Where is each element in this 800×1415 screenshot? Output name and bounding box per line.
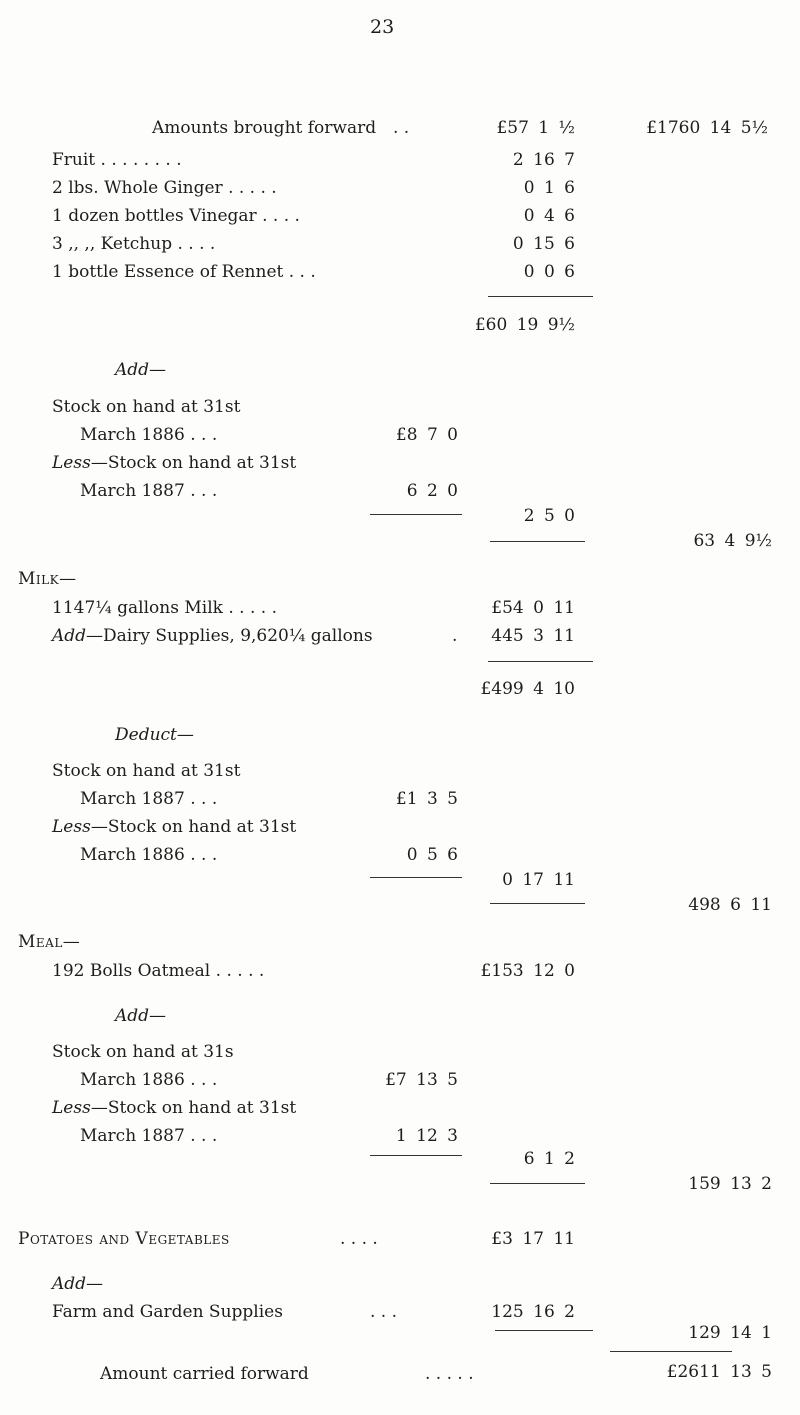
rule: [490, 1183, 585, 1184]
stock-date: March 1886 . . .: [80, 425, 218, 445]
less-date: March 1887 . . .: [80, 481, 218, 501]
milk-heading: Milk—: [18, 569, 77, 589]
less-date: March 1887 . . .: [80, 1126, 218, 1146]
less-date: March 1886 . . .: [80, 845, 218, 865]
add-heading: Add—: [52, 1274, 104, 1294]
less-label: Less: [52, 453, 91, 473]
milk-line: 1147¼ gallons Milk . . . . .: [52, 598, 277, 618]
less-value: 1 12 3: [395, 1126, 458, 1146]
ketchup-item-amount: 0 15 6: [512, 234, 575, 254]
stock-line: Stock on hand at 31s: [52, 1042, 234, 1062]
fruit-adjustment: 2 5 0: [523, 506, 575, 526]
less-text: —Stock on hand at 31st: [90, 1098, 297, 1118]
rule: [370, 877, 462, 878]
carried-forward-label: Amount carried forward: [100, 1364, 309, 1384]
rule: [370, 514, 462, 515]
dairy-amount: 445 3 11: [491, 626, 575, 646]
less-label: Less: [52, 1098, 91, 1118]
oatmeal-line: 192 Bolls Oatmeal . . . . .: [52, 961, 265, 981]
farm-supplies-leader: . . .: [370, 1302, 398, 1322]
milk-subtotal: £499 4 10: [480, 679, 575, 699]
stock-date: March 1887 . . .: [80, 789, 218, 809]
rule: [490, 903, 585, 904]
potatoes-total: 129 14 1: [688, 1323, 772, 1343]
less-label: Less: [52, 817, 91, 837]
farm-supplies-label: Farm and Garden Supplies: [52, 1302, 283, 1322]
fruit-item-amount: 2 16 7: [512, 150, 575, 170]
rennet-item-amount: 0 0 6: [523, 262, 575, 282]
brought-forward-total: £1760 14 5½: [646, 118, 768, 138]
less-text: —Stock on hand at 31st: [90, 453, 297, 473]
dairy-supplies-label: —Dairy Supplies, 9,620¼ gallons: [86, 626, 373, 646]
rule: [488, 296, 593, 297]
carried-forward-leader: . . . . .: [425, 1364, 474, 1384]
add-label: Add: [52, 626, 87, 646]
stock-date: March 1886 . . .: [80, 1070, 218, 1090]
page-number: 23: [370, 16, 395, 38]
deduct-heading: Deduct—: [115, 725, 194, 745]
meal-heading: Meal—: [18, 932, 81, 952]
vinegar-item-amount: 0 4 6: [523, 206, 575, 226]
less-value: 0 5 6: [406, 845, 458, 865]
vinegar-item: 1 dozen bottles Vinegar . . . .: [52, 206, 300, 226]
milk-amount: £54 0 11: [491, 598, 575, 618]
brought-forward-leader: . .: [393, 118, 410, 138]
less-value: 6 2 0: [406, 481, 458, 501]
add-heading: Add—: [115, 360, 167, 380]
milk-total: 498 6 11: [688, 895, 772, 915]
fruit-subtotal: £60 19 9½: [474, 315, 575, 335]
potatoes-heading: Potatoes and Vegetables: [18, 1229, 230, 1249]
stock-value: £7 13 5: [385, 1070, 458, 1090]
ketchup-item: 3 ,, ,, Ketchup . . . .: [52, 234, 216, 254]
stock-line: Stock on hand at 31st: [52, 397, 241, 417]
rule: [488, 661, 593, 662]
potatoes-leader: . . . .: [340, 1229, 378, 1249]
stock-value: £1 3 5: [395, 789, 458, 809]
stock-line: Stock on hand at 31st: [52, 761, 241, 781]
rule: [495, 1330, 593, 1331]
milk-adjustment: 0 17 11: [502, 870, 575, 890]
stock-value: £8 7 0: [395, 425, 458, 445]
fruit-total: 63 4 9½: [693, 531, 772, 551]
oatmeal-amount: £153 12 0: [480, 961, 575, 981]
ginger-item: 2 lbs. Whole Ginger . . . . .: [52, 178, 277, 198]
fruit-item: Fruit . . . . . . . .: [52, 150, 182, 170]
less-text: —Stock on hand at 31st: [90, 817, 297, 837]
brought-forward-label: Amounts brought forward: [152, 118, 377, 138]
potatoes-amount: £3 17 11: [491, 1229, 575, 1249]
meal-adjustment: 6 1 2: [523, 1149, 575, 1169]
meal-total: 159 13 2: [688, 1174, 772, 1194]
rule: [490, 541, 585, 542]
carried-forward-amount: £2611 13 5: [666, 1362, 772, 1382]
farm-supplies-amount: 125 16 2: [491, 1302, 575, 1322]
dairy-leader: .: [452, 626, 458, 646]
brought-forward-amount: £57 1 ½: [496, 118, 575, 138]
add-heading: Add—: [115, 1006, 167, 1026]
rennet-item: 1 bottle Essence of Rennet . . .: [52, 262, 316, 282]
ginger-item-amount: 0 1 6: [523, 178, 575, 198]
rule: [370, 1155, 462, 1156]
rule: [610, 1351, 732, 1352]
